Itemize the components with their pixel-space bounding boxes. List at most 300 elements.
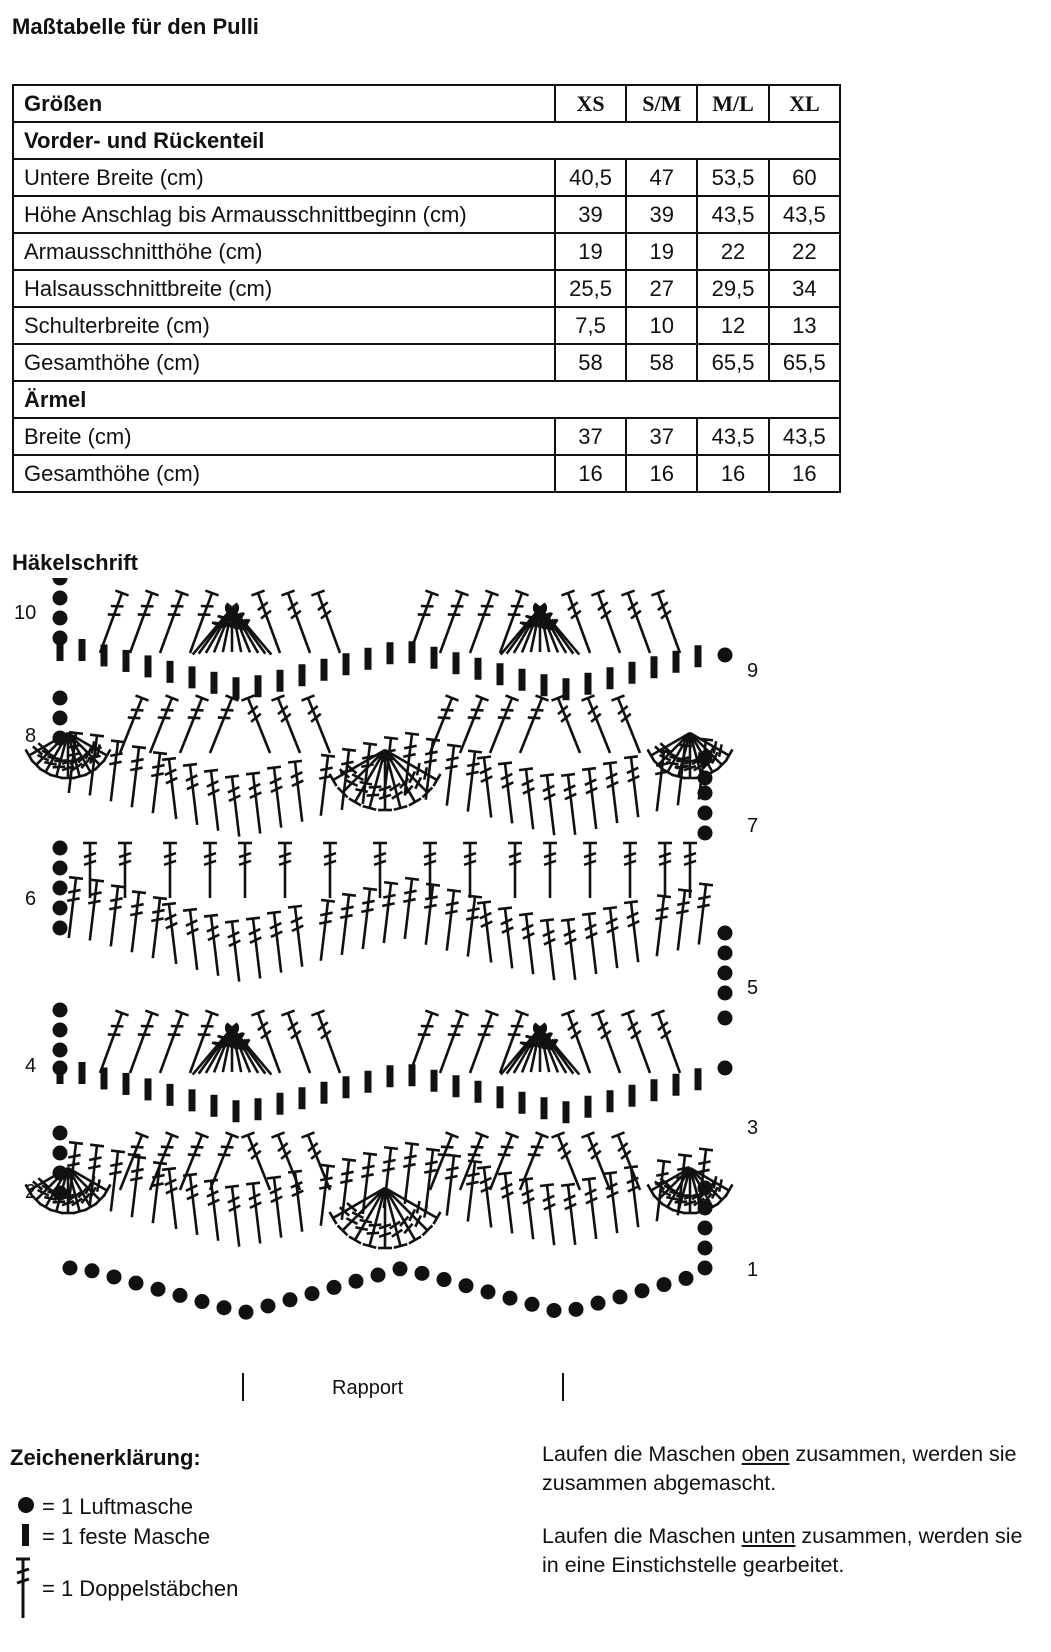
double-treble-mark [477,757,492,818]
chain-stitch-mark [53,1043,68,1058]
table-cell: 19 [555,233,626,270]
single-crochet-mark [651,1079,658,1101]
double-treble-mark [120,695,148,753]
stitch-stroke [490,698,512,753]
stitch-stroke [342,894,356,896]
double-treble-mark [118,843,132,898]
double-treble-mark [466,751,482,812]
stitch-stroke [111,886,125,888]
stitch-stroke [210,698,232,753]
stitch-stroke [403,899,415,902]
section-heading-row [13,381,840,418]
double-treble-mark [385,1188,407,1248]
double-treble-mark [552,695,580,753]
stitch-stroke [211,916,218,976]
note-top [542,1440,1042,1498]
stitch-stroke [153,752,167,754]
stitch-stroke [153,897,167,899]
single-crochet-mark [233,677,240,699]
stitch-stroke [190,1175,197,1235]
stitch-stroke [360,1220,372,1223]
table-row [13,233,840,270]
size-table [12,84,841,493]
table-cell: 22 [769,233,840,270]
single-crochet-mark [167,1084,174,1106]
stitch-stroke [394,1244,408,1248]
double-treble-mark [361,888,377,949]
double-treble-mark [225,1186,240,1247]
stitch-stroke [445,766,457,769]
stitch-stroke [484,1167,491,1227]
chain-stitch-mark [53,861,68,876]
stitch-stroke [409,1209,415,1220]
single-crochet-mark [607,1090,614,1112]
stitch-stroke [404,746,416,749]
double-treble-mark [519,913,534,974]
stitch-stroke [520,698,542,753]
stitch-stroke [440,1013,462,1073]
row-label: Untere Breite (cm) [13,159,555,196]
double-treble-mark [697,884,713,945]
single-crochet-mark [431,647,438,669]
stitch-stroke [158,1154,171,1155]
chain-stitch-mark [698,826,713,841]
row-label: Gesamthöhe (cm) [13,455,555,492]
chain-stitch-mark [698,1221,713,1236]
double-treble-mark [540,1184,555,1245]
chain-stitch-mark [239,1305,254,1320]
table-cell: 58 [555,344,626,381]
stitch-stroke [468,1154,481,1155]
row-number-right: 1 [747,1259,759,1281]
table-header-row [13,85,840,122]
single-crochet-bar-icon [15,1521,37,1549]
stitch-stroke [561,919,575,921]
stitch-stroke [204,1180,218,1182]
stitch-stroke [403,1164,415,1167]
stitch-stroke [618,698,640,753]
stitch-stroke [160,593,182,653]
stitch-stroke [589,1179,596,1239]
stitch-stroke [426,739,440,741]
double-treble-mark [242,695,270,753]
stitch-stroke [424,760,436,763]
double-treble-mark [162,758,177,819]
row-number-right: 3 [747,1117,759,1139]
chain-stitch-mark [569,1302,584,1317]
stitch-stroke [468,897,475,957]
note-text: zusammen, werden sie zusammen abgemascht. [542,1442,1017,1495]
stitch-stroke [308,698,330,753]
stitch-stroke [631,757,638,817]
double-treble-mark [385,1188,421,1243]
stitch-stroke [505,908,512,968]
stitch-stroke [582,913,596,915]
stitch-stroke [342,749,356,751]
stitch-stroke [169,759,176,819]
chain-stitch-mark [305,1286,320,1301]
table-cell: 43,5 [697,418,768,455]
stitch-stroke [447,890,461,892]
double-treble-mark [470,591,499,653]
stitch-stroke [540,919,554,921]
single-crochet-mark [519,669,526,691]
stitch-stroke [221,1147,234,1148]
note-emphasis: unten [741,1524,796,1548]
stitch-stroke [53,767,66,768]
double-treble-mark [470,1011,499,1073]
single-crochet-mark [475,1081,482,1103]
single-crochet-mark [651,656,658,678]
chain-stitch-mark [53,841,68,856]
double-treble-mark [591,1011,620,1073]
stitch-stroke [363,889,370,949]
stitch-stroke [460,698,482,753]
double-treble-mark [246,918,261,979]
table-cell: 58 [626,344,697,381]
stitch-stroke [274,768,281,828]
stitch-stroke [190,765,197,825]
table-cell: 65,5 [769,344,840,381]
double-treble-mark [385,750,407,810]
stitch-stroke [382,903,394,906]
single-crochet-mark [79,1062,86,1084]
double-treble-mark [130,591,159,653]
stitch-stroke [150,698,172,753]
single-crochet-mark [497,1086,504,1108]
stitch-stroke [180,698,202,753]
double-treble-mark [204,770,219,831]
stitch-stroke [367,795,380,796]
chain-stitch-mark [459,1278,474,1293]
stitch-stroke [561,774,575,776]
stitch-stroke [677,902,689,905]
stitch-stroke [466,1182,478,1185]
double-treble-mark [183,764,198,825]
stitch-stroke [38,1190,49,1196]
stitch-stroke [152,910,164,913]
stitch-stroke [405,1143,419,1145]
stitch-stroke [218,717,231,718]
single-crochet-mark [211,672,218,694]
stitch-stroke [484,902,491,962]
stitch-stroke [355,789,367,792]
stitch-stroke [438,717,451,718]
stitch-stroke [628,593,650,653]
stitch-stroke [69,878,76,938]
stitch-stroke [120,698,142,753]
table-cell: 43,5 [769,196,840,233]
stitch-stroke [225,776,239,778]
chain-stitch-mark [698,1241,713,1256]
double-treble-mark [508,843,522,898]
stitch-stroke [274,1178,281,1238]
legend-title: Zeichenerklärung: [10,1445,201,1470]
stitch-stroke [153,898,160,958]
stitch-stroke [188,1154,201,1155]
chain-stitch-mark [718,986,733,1001]
double-treble-mark [603,907,618,968]
stitch-stroke [598,593,620,653]
single-crochet-mark [695,1068,702,1090]
stitch-stroke [274,913,281,973]
row-number-right: 9 [747,660,759,682]
stitch-stroke [128,1154,141,1155]
row-label: Schulterbreite (cm) [13,307,555,344]
double-treble-mark [603,762,618,823]
stitch-stroke [528,717,541,718]
single-crochet-mark [519,1092,526,1114]
stitch-stroke [288,1013,310,1073]
double-treble-mark [278,843,292,898]
stitch-stroke [589,769,596,829]
row-number-left: 2 [25,1181,37,1203]
stitch-stroke [267,767,281,769]
double-treble-mark [67,877,83,938]
chain-stitch-mark [718,1061,733,1076]
double-treble-mark [225,921,240,982]
stitch-stroke [699,884,706,944]
double-treble-mark [655,895,671,956]
stitch-stroke [470,593,492,653]
stitch-stroke [211,1181,218,1241]
stitch-stroke [162,1168,176,1170]
stitch-stroke [109,1172,121,1175]
stitch-stroke [438,1154,451,1155]
chain-stitch-mark [217,1300,232,1315]
stitch-stroke [610,763,617,823]
stitch-stroke [253,774,260,834]
stitch-stroke [111,741,118,801]
double-treble-mark [100,591,129,653]
stitch-stroke [603,907,617,909]
stitch-stroke [540,1184,554,1186]
stitch-stroke [382,1168,394,1171]
stitch-stroke [384,1147,398,1149]
stitch-stroke [169,1169,176,1229]
double-treble-mark [349,1188,385,1243]
single-crochet-mark [167,661,174,683]
stitch-stroke [505,763,512,823]
section-heading-row [13,122,840,159]
stitch-stroke [405,878,419,880]
double-treble-mark [612,1132,640,1190]
stitch-stroke [383,895,395,898]
chain-stitch-mark [349,1274,364,1289]
double-treble-mark [520,695,548,753]
stitch-stroke [405,733,419,735]
double-treble-mark [676,890,692,951]
double-treble-mark [163,843,177,898]
double-treble-mark [651,1011,680,1073]
double-treble-mark [477,1167,492,1228]
stitch-stroke [278,698,300,753]
table-cell: 65,5 [697,344,768,381]
stitch-stroke [520,1135,542,1190]
table-cell: 37 [626,418,697,455]
stitch-stroke [446,1168,458,1171]
row-number-left: 4 [25,1055,37,1077]
stitch-stroke [446,758,458,761]
row-number-left: 10 [14,602,37,624]
table-cell: 39 [555,196,626,233]
stitch-stroke [54,760,67,761]
single-crochet-mark [431,1070,438,1092]
double-treble-mark [210,1132,238,1190]
single-crochet-mark [585,1096,592,1118]
row-label: Breite (cm) [13,418,555,455]
stitch-layer [26,578,733,1320]
stitch-stroke [352,774,363,780]
stitch-stroke [225,1186,239,1188]
stitch-stroke [490,1135,512,1190]
double-treble-mark [183,909,198,970]
stitch-stroke [67,898,79,901]
chain-stitch-mark [698,1261,713,1276]
stitch-stroke [53,1202,66,1203]
chain-stitch-mark [53,1126,68,1141]
stitch-stroke [69,1142,83,1144]
stitch-stroke [561,1184,575,1186]
double-treble-mark [246,1183,261,1244]
stitch-stroke [660,755,671,761]
stitch-stroke [188,717,201,718]
double-treble-mark [302,695,330,753]
stitch-stroke [211,771,218,831]
single-crochet-mark [79,639,86,661]
stitch-stroke [161,1147,174,1148]
legend-item-single-crochet: = 1 feste Masche [42,1524,211,1549]
chain-stitch-mark [53,921,68,936]
stitch-stroke [657,1160,671,1162]
stitch-stroke [498,763,512,765]
stitch-stroke [90,735,104,737]
stitch-stroke [69,877,83,879]
stitch-stroke [362,901,374,904]
stitch-stroke [658,1013,680,1073]
single-crochet-mark [343,653,350,675]
stitch-stroke [568,920,575,980]
stitch-stroke [210,1135,232,1190]
chain-stitch-mark [503,1291,518,1306]
stitch-stroke [501,1147,514,1148]
double-treble-mark [445,1155,461,1216]
double-treble-mark [130,746,146,807]
stitch-stroke [658,593,680,653]
double-treble-mark [150,695,178,753]
double-treble-mark [160,1011,189,1073]
table-row [13,159,840,196]
note-emphasis: oben [741,1442,790,1466]
single-crochet-mark [673,651,680,673]
stitch-stroke [440,593,462,653]
stitch-stroke [267,912,281,914]
stitch-stroke [363,806,377,810]
chain-stitch-mark [718,1011,733,1026]
stitch-stroke [498,1173,512,1175]
stitch-stroke [246,1183,260,1185]
chain-stitch-mark [635,1283,650,1298]
stitch-stroke [346,780,357,786]
stitch-stroke [288,1171,302,1173]
stitch-stroke [162,758,176,760]
stitch-stroke [405,1144,412,1204]
stitch-stroke [466,917,478,920]
table-cell: 16 [769,455,840,492]
double-treble-mark [582,1132,610,1190]
double-treble-mark [100,1011,129,1073]
double-treble-mark [180,695,208,753]
table-cell: 25,5 [555,270,626,307]
stitch-stroke [321,900,335,902]
stitch-stroke [363,1244,377,1248]
stitch-stroke [320,768,332,771]
stitch-stroke [588,1135,610,1190]
chain-stitch-mark [151,1282,166,1297]
double-treble-mark [498,1173,513,1234]
repeat-label: Rapport [332,1377,404,1399]
stitch-stroke [519,913,533,915]
table-cell: 10 [626,307,697,344]
section-heading: Vorder- und Rückenteil [13,122,840,159]
stitch-stroke [403,754,415,757]
double-treble-mark [319,900,335,961]
note-text: Laufen die Maschen [542,1524,742,1548]
stitch-stroke [169,904,176,964]
stitch-stroke [468,752,475,812]
stitch-stroke [477,757,491,759]
table-cell: 7,5 [555,307,626,344]
stitch-stroke [204,915,218,917]
stitch-stroke [384,882,398,884]
stitch-stroke [468,751,482,753]
table-header-cell: S/M [626,85,697,122]
double-treble-mark [424,884,440,945]
stitch-stroke [501,710,514,711]
double-treble-mark [463,843,477,898]
stitch-stroke [657,896,664,956]
stitch-stroke [321,901,328,961]
table-cell: 47 [626,159,697,196]
table-cell: 16 [626,455,697,492]
row-number-right: 7 [747,815,759,837]
double-treble-mark [130,1156,146,1217]
single-crochet-mark [189,666,196,688]
stitch-stroke [410,593,432,653]
double-treble-mark [162,903,177,964]
stitch-stroke [111,1151,125,1153]
double-treble-mark [88,735,104,796]
double-treble-mark [624,1166,639,1227]
stitch-stroke [498,908,512,910]
table-cell: 43,5 [697,196,768,233]
stitch-stroke [655,917,667,920]
single-crochet-mark [541,674,548,696]
stitch-stroke [624,756,638,758]
double-treble-mark [490,1132,518,1190]
stitch-stroke [666,1197,678,1200]
stitch-stroke [131,904,143,907]
table-cell: 53,5 [697,159,768,196]
table-header-cell: XL [769,85,840,122]
stitch-stroke [130,913,142,916]
stitch-stroke [498,717,511,718]
single-crochet-mark [57,639,64,661]
single-crochet-mark [211,1095,218,1117]
table-row [13,307,840,344]
stitch-stroke [246,773,260,775]
double-treble-mark [410,1011,439,1073]
